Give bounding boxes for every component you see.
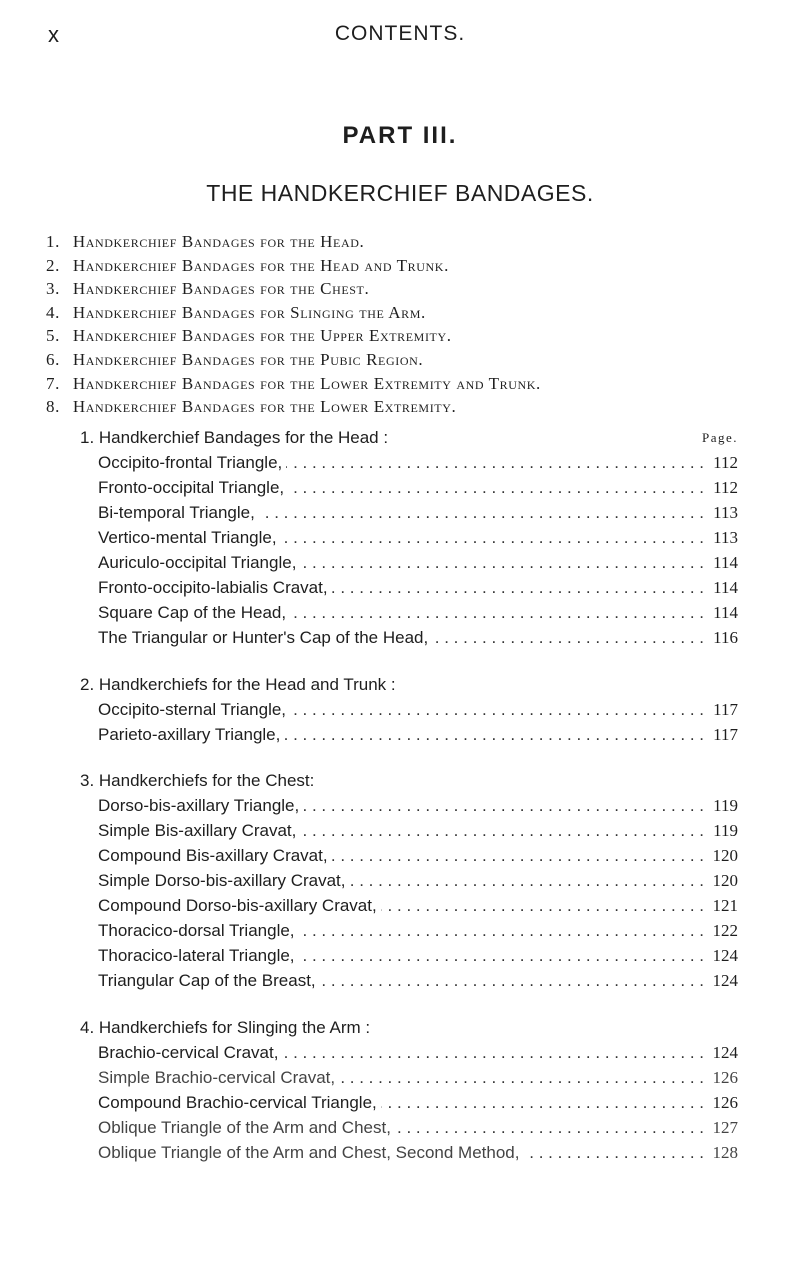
entry-page: 116 [713, 628, 738, 647]
entry-title: Occipito-sternal Triangle, [98, 699, 287, 719]
toc-entry [0, 918, 800, 943]
running-head-title: CONTENTS. [334, 22, 466, 45]
chapter-title: Handkerchief Bandages for the Upper Extremity. [72, 326, 452, 346]
chapter-list [46, 230, 786, 419]
leader-dots [320, 968, 704, 993]
entry-page: 113 [713, 528, 738, 547]
section-heading-text: 1. Handkerchief Bandages for the Head : [80, 428, 389, 447]
running-head [0, 22, 800, 52]
contents-section [0, 425, 800, 650]
toc-entry [0, 1040, 800, 1065]
contents-section [0, 768, 800, 993]
entry-page: 119 [713, 796, 738, 815]
toc-entry [0, 697, 800, 722]
toc-entry [0, 818, 800, 843]
entry-title: Oblique Triangle of the Arm and Chest, Second Method, [98, 1142, 520, 1162]
entry-page: 120 [712, 871, 738, 890]
toc-entry [0, 625, 800, 650]
section-title: THE HANDKERCHIEF BANDAGES. [206, 180, 594, 206]
leader-dots [290, 600, 704, 625]
entry-page: 117 [713, 699, 738, 719]
leader-dots [381, 893, 704, 918]
entry-page: 120 [712, 846, 738, 865]
entry-title: Thoracico-lateral Triangle, [98, 946, 295, 965]
chapter-title: Handkerchief Bandages for the Head and Trunk. [72, 255, 449, 275]
toc-entry [0, 968, 800, 993]
entry-page: 124 [712, 971, 738, 990]
toc-entry [0, 722, 800, 747]
chapter-title: Handkerchief Bandages for the Pubic Region. [72, 349, 424, 369]
entry-title: Triangular Cap of the Breast, [98, 971, 316, 990]
toc-entry [0, 600, 800, 625]
entry-page: 112 [713, 453, 738, 472]
leader-dots [290, 697, 704, 722]
section-heading [0, 672, 800, 697]
leader-dots [282, 1040, 704, 1065]
entry-page: 122 [712, 921, 738, 940]
entry-page: 114 [713, 603, 738, 622]
page-number: x [48, 22, 60, 47]
leader-dots [350, 868, 704, 893]
toc-entry [0, 1065, 800, 1090]
toc-entry [0, 1090, 800, 1115]
chapter-title: Handkerchief Bandages for the Head. [72, 232, 365, 251]
entry-title: Compound Dorso-bis-axillary Cravat, [98, 896, 377, 915]
entry-title: The Triangular or Hunter's Cap of the Head, [98, 628, 429, 647]
toc-entry [0, 1115, 800, 1140]
entry-title: Dorso-bis-axillary Triangle, [98, 796, 300, 815]
toc-entry [0, 868, 800, 893]
chapter-number: 7. [46, 373, 60, 393]
entry-page: 119 [713, 821, 738, 840]
toc-entry [0, 943, 800, 968]
entry-page: 114 [713, 553, 738, 572]
chapter-title: Handkerchief Bandages for the Lower Extremity and Trunk. [72, 373, 541, 393]
entry-page: 121 [712, 896, 738, 915]
entry-page: 124 [712, 1042, 738, 1062]
entry-page: 112 [713, 478, 738, 497]
chapter-title: Handkerchief Bandages for the Chest. [72, 279, 370, 299]
chapter-number: 6. [46, 349, 60, 369]
entry-title: Vertico-mental Triangle, [98, 528, 277, 547]
chapter-title: Handkerchief Bandages for the Lower Extremity. [72, 397, 457, 417]
entry-title: Auriculo-occipital Triangle, [98, 553, 297, 572]
leader-dots [299, 943, 704, 968]
chapter-item [46, 324, 786, 348]
toc-entry [0, 550, 800, 575]
leader-dots [284, 722, 704, 747]
leader-dots [332, 575, 704, 600]
contents-sections [0, 425, 800, 1186]
entry-title: Bi-temporal Triangle, [98, 503, 255, 522]
contents-section [0, 1015, 800, 1165]
section-heading [0, 425, 800, 450]
leader-dots [523, 1140, 704, 1165]
toc-entry [0, 843, 800, 868]
entry-page: 126 [712, 1067, 738, 1087]
section-heading [0, 768, 800, 793]
page-column-label: Page. [701, 430, 738, 445]
chapter-item [46, 254, 786, 278]
entry-title: Compound Brachio-cervical Triangle, [98, 1092, 377, 1112]
entry-title: Simple Brachio-cervical Cravat, [98, 1067, 336, 1087]
toc-entry [0, 793, 800, 818]
chapter-item [46, 395, 786, 419]
entry-page: 126 [712, 1092, 738, 1112]
toc-entry [0, 525, 800, 550]
entry-title: Fronto-occipito-labialis Cravat, [98, 578, 328, 597]
leader-dots [299, 918, 704, 943]
part-title: PART III. [342, 122, 458, 149]
toc-entry [0, 500, 800, 525]
entry-title: Simple Dorso-bis-axillary Cravat, [98, 871, 346, 890]
section-heading-text: 3. Handkerchiefs for the Chest: [80, 771, 315, 790]
chapter-number: 3. [46, 279, 60, 299]
entry-title: Compound Bis-axillary Cravat, [98, 846, 328, 865]
chapter-number: 2. [46, 255, 60, 275]
entry-title: Square Cap of the Head, [98, 603, 287, 622]
entry-page: 114 [713, 578, 738, 597]
entry-title: Parieto-axillary Triangle, [98, 724, 281, 744]
leader-dots [286, 450, 704, 475]
chapter-item [46, 277, 786, 301]
entry-page: 127 [712, 1117, 738, 1137]
chapter-number: 5. [46, 326, 60, 346]
toc-entry [0, 893, 800, 918]
chapter-number: 8. [46, 397, 60, 417]
leader-dots [395, 1115, 704, 1140]
chapter-title: Handkerchief Bandages for Slinging the Arm. [72, 302, 426, 322]
chapter-number: 1. [46, 232, 60, 251]
entry-title: Simple Bis-axillary Cravat, [98, 821, 297, 840]
leader-dots [288, 475, 704, 500]
chapter-item [46, 301, 786, 325]
entry-page: 117 [713, 724, 738, 744]
leader-dots [332, 843, 704, 868]
chapter-item [46, 372, 786, 396]
leader-dots [432, 625, 704, 650]
leader-dots [259, 500, 704, 525]
toc-entry [0, 450, 800, 475]
leader-dots [281, 525, 704, 550]
chapter-item [46, 230, 786, 254]
toc-entry [0, 575, 800, 600]
leader-dots [300, 818, 704, 843]
entry-title: Brachio-cervical Cravat, [98, 1042, 279, 1062]
leader-dots [300, 550, 704, 575]
entry-page: 128 [712, 1142, 738, 1162]
toc-entry [0, 475, 800, 500]
section-heading-text: 2. Handkerchiefs for the Head and Trunk : [80, 674, 396, 694]
leader-dots [339, 1065, 704, 1090]
contents-section [0, 672, 800, 747]
leader-dots [381, 1090, 704, 1115]
entry-title: Fronto-occipital Triangle, [98, 478, 285, 497]
entry-page: 113 [713, 503, 738, 522]
section-heading-text: 4. Handkerchiefs for Slinging the Arm : [80, 1017, 371, 1037]
section-heading [0, 1015, 800, 1040]
leader-dots [303, 793, 704, 818]
entry-title: Thoracico-dorsal Triangle, [98, 921, 295, 940]
entry-title: Occipito-frontal Triangle, [98, 453, 283, 472]
entry-page: 124 [712, 946, 738, 965]
toc-entry [0, 1140, 800, 1165]
chapter-number: 4. [46, 302, 60, 322]
chapter-item [46, 348, 786, 372]
entry-title: Oblique Triangle of the Arm and Chest, [98, 1117, 391, 1137]
